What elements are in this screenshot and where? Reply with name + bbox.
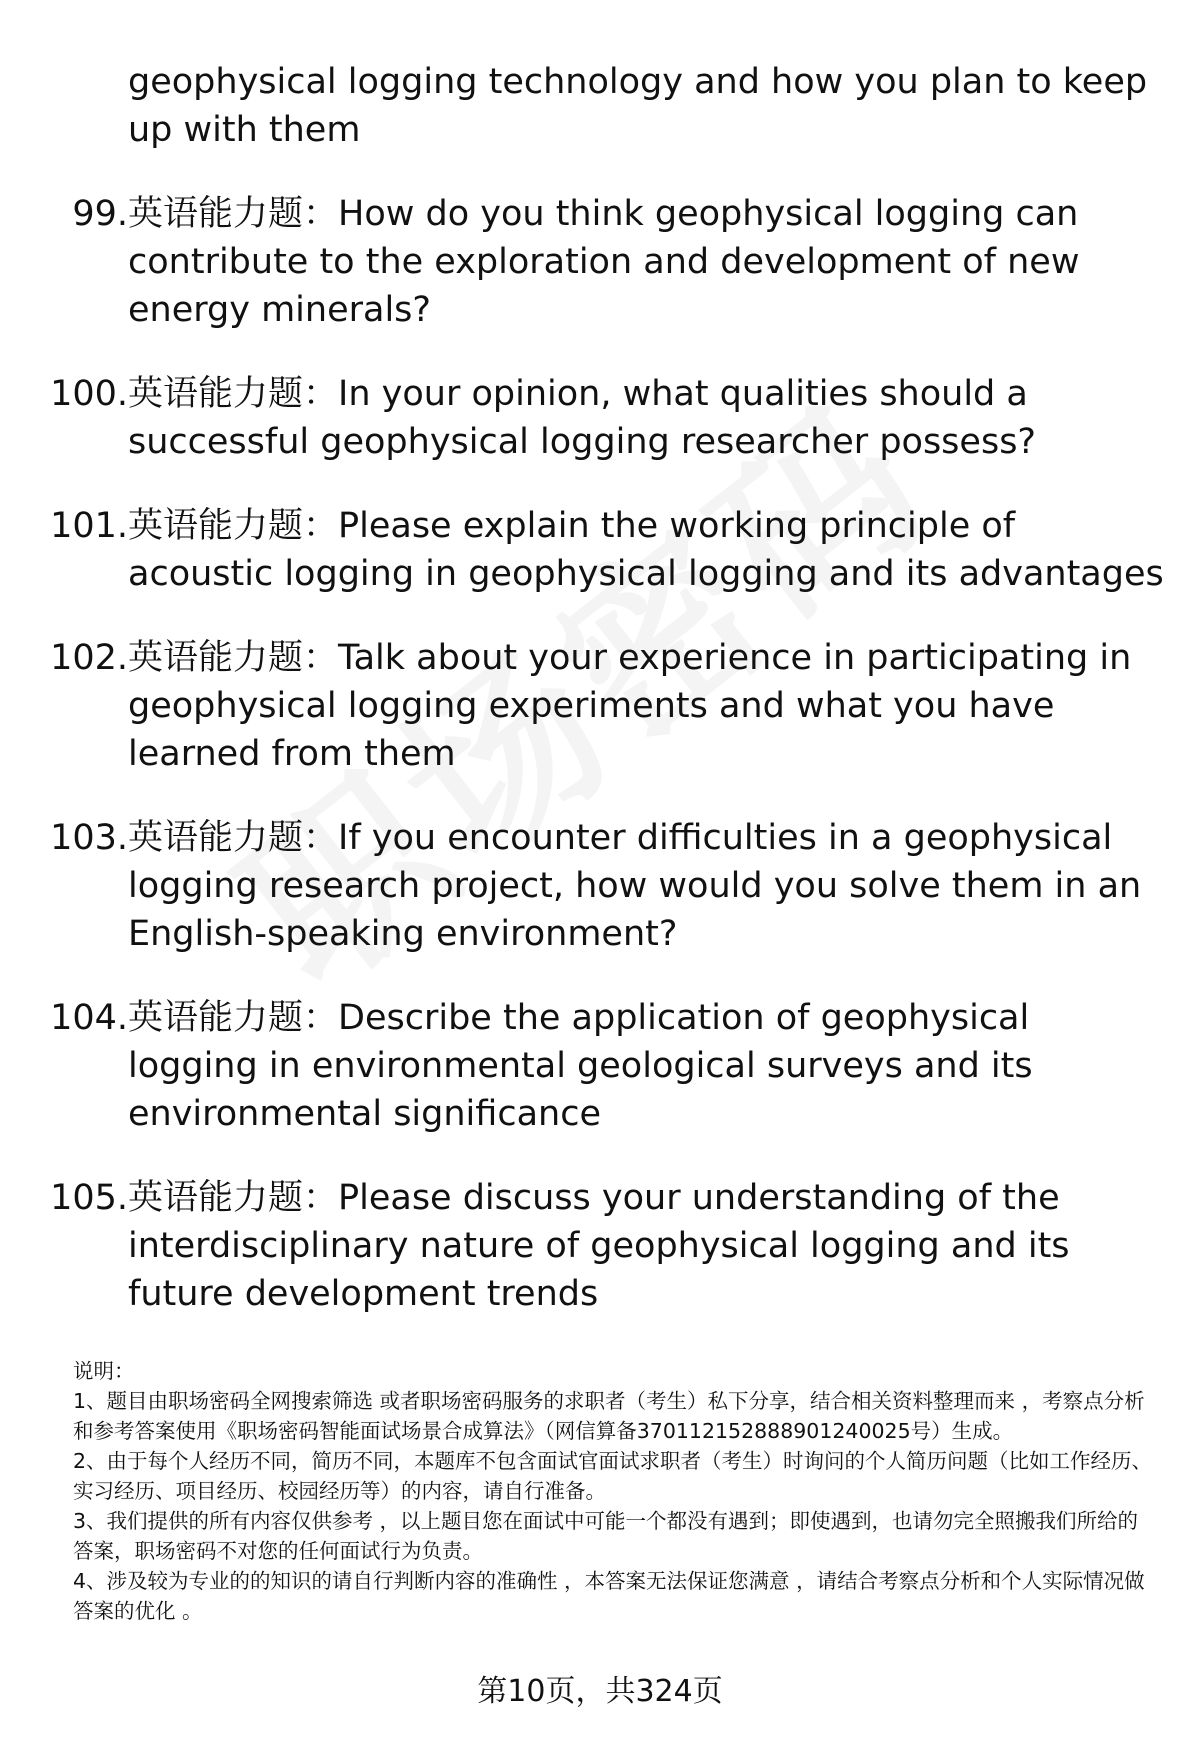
question-text: Describe the application of geophysical logging in environmental geological surveys and its environmental significance [128, 998, 1033, 1134]
question-body [128, 190, 1168, 334]
question-body [128, 994, 1168, 1138]
question-list [0, 58, 1200, 1318]
question-number: 102. [50, 638, 128, 678]
question-item [0, 634, 1200, 778]
question-item [0, 370, 1200, 466]
question-continuation: geophysical logging technology and how you plan to keep up with them [128, 62, 1148, 150]
question-number: 100. [50, 374, 128, 414]
note-item: 3、我们提供的所有内容仅供参考 ，以上题目您在面试中可能一个都没有遇到；即使遇到，也请勿完全照搬我们所给的答案，职场密码不对您的任何面试行为负责。 [73, 1509, 1139, 1563]
question-body [128, 370, 1168, 466]
question-prefix: 英语能力题： [128, 998, 339, 1038]
question-prefix: 英语能力题： [128, 638, 339, 678]
question-text: If you encounter difficulties in a geophysical logging research project, how would you solve them in an English-speaking environment? [128, 818, 1142, 954]
question-text: Talk about your experience in participating in geophysical logging experiments and what you have learned from them [128, 638, 1132, 774]
question-prefix: 英语能力题： [128, 818, 339, 858]
question-text: Please discuss your understanding of the interdisciplinary nature of geophysical logging and its future development trends [128, 1178, 1070, 1314]
note-item: 1、题目由职场密码全网搜索筛选 或者职场密码服务的求职者（考生）私下分享，结合相关资料整理而来 ，考察点分析和参考答案使用《职场密码智能面试场景合成算法》（网信算备370112152888901240025号）生成。 [73, 1389, 1145, 1443]
question-body [128, 634, 1168, 778]
note-item: 2、由于每个人经历不同，简历不同，本题库不包含面试官面试求职者（考生）时询问的个人简历问题（比如工作经历、实习经历、项目经历、校园经历等）的内容，请自行准备。 [73, 1449, 1153, 1503]
question-text: In your opinion, what qualities should a successful geophysical logging researcher possess? [128, 374, 1037, 462]
question-body [128, 502, 1168, 598]
note-item: 4、涉及较为专业的的知识的请自行判断内容的准确性 ，本答案无法保证您满意 ，请结合考察点分析和个人实际情况做答案的优化 。 [73, 1569, 1145, 1623]
question-body [128, 814, 1168, 958]
question-item [0, 994, 1200, 1138]
notes-heading: 说明： [73, 1359, 135, 1383]
page-footer: 第10页，共324页 [477, 1674, 723, 1709]
question-prefix: 英语能力题： [128, 506, 339, 546]
question-item [0, 1174, 1200, 1318]
question-prefix: 英语能力题： [128, 194, 339, 234]
question-item [0, 190, 1200, 334]
question-item [0, 814, 1200, 958]
question-item [0, 502, 1200, 598]
question-text: Please explain the working principle of acoustic logging in geophysical logging and its advantages [128, 506, 1164, 594]
question-number: 101. [50, 506, 128, 546]
question-number: 99. [72, 194, 128, 234]
question-text: How do you think geophysical logging can contribute to the exploration and development of new energy minerals? [128, 194, 1080, 330]
notes-section [73, 1356, 1153, 1626]
question-number: 104. [50, 998, 128, 1038]
question-body [128, 1174, 1168, 1318]
question-number: 103. [50, 818, 128, 858]
question-prefix: 英语能力题： [128, 1178, 339, 1218]
question-prefix: 英语能力题： [128, 374, 339, 414]
question-number: 105. [50, 1178, 128, 1218]
